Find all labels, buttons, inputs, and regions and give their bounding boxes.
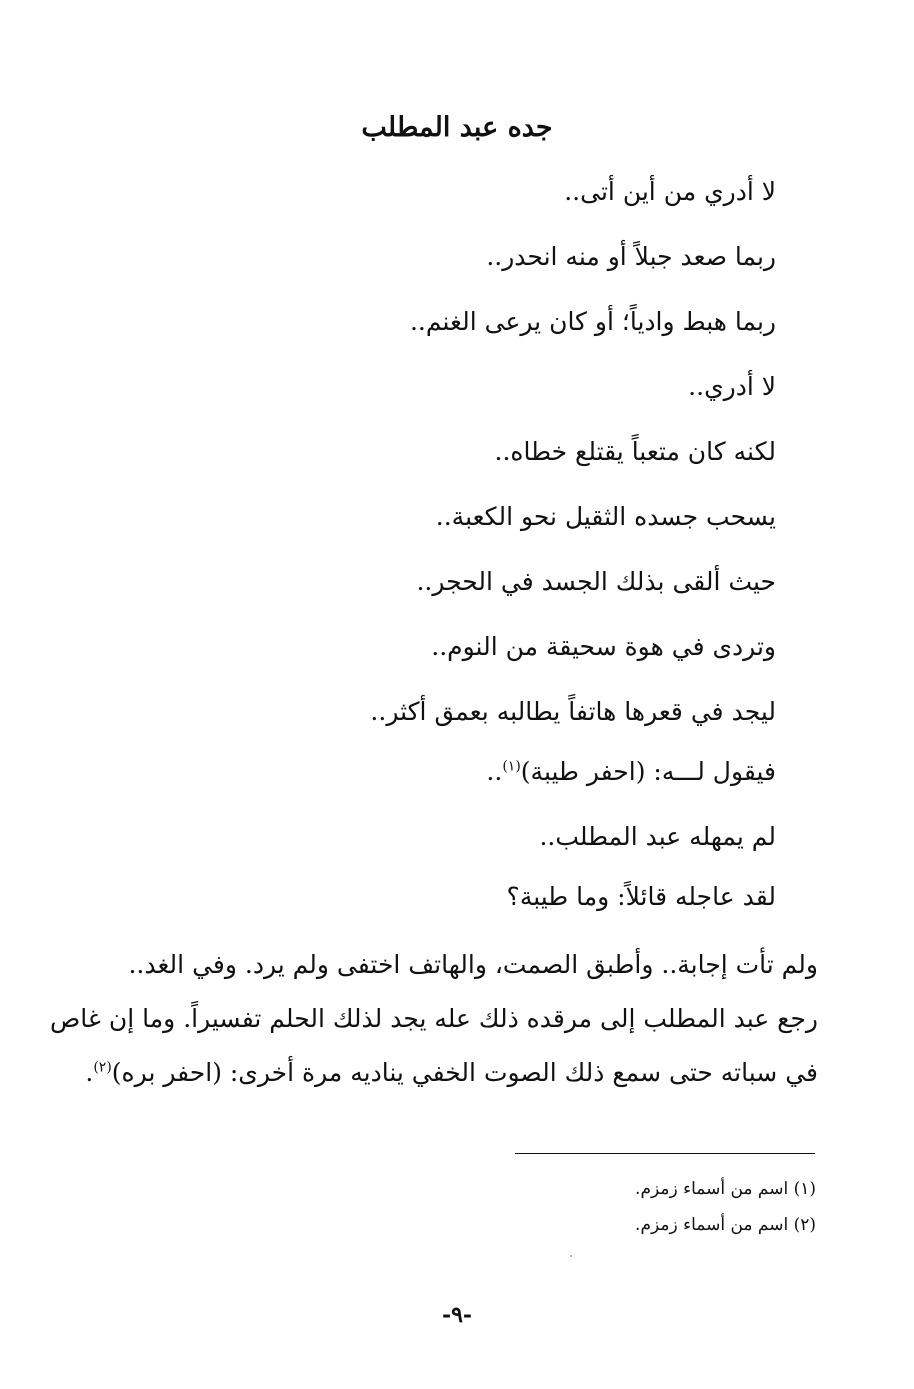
scan-speck — [570, 1255, 572, 1257]
footnote: (١) اسم من أسماء زمزم. — [635, 1179, 816, 1199]
prose-tail: . — [85, 1058, 94, 1087]
prose-line-with-footnote — [85, 1046, 818, 1100]
chapter-title: جده عبد المطلب — [361, 112, 553, 143]
verse-line: ربما صعد جبلاً أو منه انحدر.. — [486, 242, 776, 271]
page-number: -٩- — [441, 1302, 473, 1328]
prose-text: في سباته حتى سمع ذلك الصوت الخفي يناديه مرة أخرى: (احفر بره) — [111, 1058, 818, 1087]
verse-line: لا أدري.. — [688, 372, 776, 401]
verse-line: لقد عاجله قائلاً: وما طيبة؟ — [506, 882, 776, 911]
prose-line: ولم تأت إجابة.. وأطبق الصمت، والهاتف اختفى ولم يرد. وفي الغد.. — [128, 950, 818, 979]
footnote-divider — [515, 1153, 815, 1154]
verse-line-with-footnote — [76, 752, 776, 792]
verse-tail: .. — [486, 757, 503, 786]
prose-line: رجع عبد المطلب إلى مرقده ذلك عله يجد لذلك الحلم تفسيراً. وما إن غاص — [50, 1004, 818, 1033]
footnote: (٢) اسم من أسماء زمزم. — [635, 1215, 816, 1235]
prose-paragraph — [50, 938, 818, 1100]
footnote-ref: (١) — [502, 758, 521, 775]
verse-line: لم يمهله عبد المطلب.. — [539, 822, 776, 851]
verse-line: ليجد في قعرها هاتفاً يطالبه بعمق أكثر.. — [370, 697, 776, 726]
verse-line: ربما هبط وادياً؛ أو كان يرعى الغنم.. — [409, 307, 776, 336]
verse-line: وتردى في هوة سحيقة من النوم.. — [431, 632, 776, 661]
verse-line: لكنه كان متعباً يقتلع خطاه.. — [494, 437, 776, 466]
verse-text: فيقول لـــه: (احفر طيبة) — [520, 757, 776, 786]
footnote-ref: (٢) — [93, 1059, 112, 1076]
verse-line: لا أدري من أين أتى.. — [564, 177, 776, 206]
verse-line: يسحب جسده الثقيل نحو الكعبة.. — [435, 502, 776, 531]
verse-line: حيث ألقى بذلك الجسد في الحجر.. — [416, 567, 776, 596]
